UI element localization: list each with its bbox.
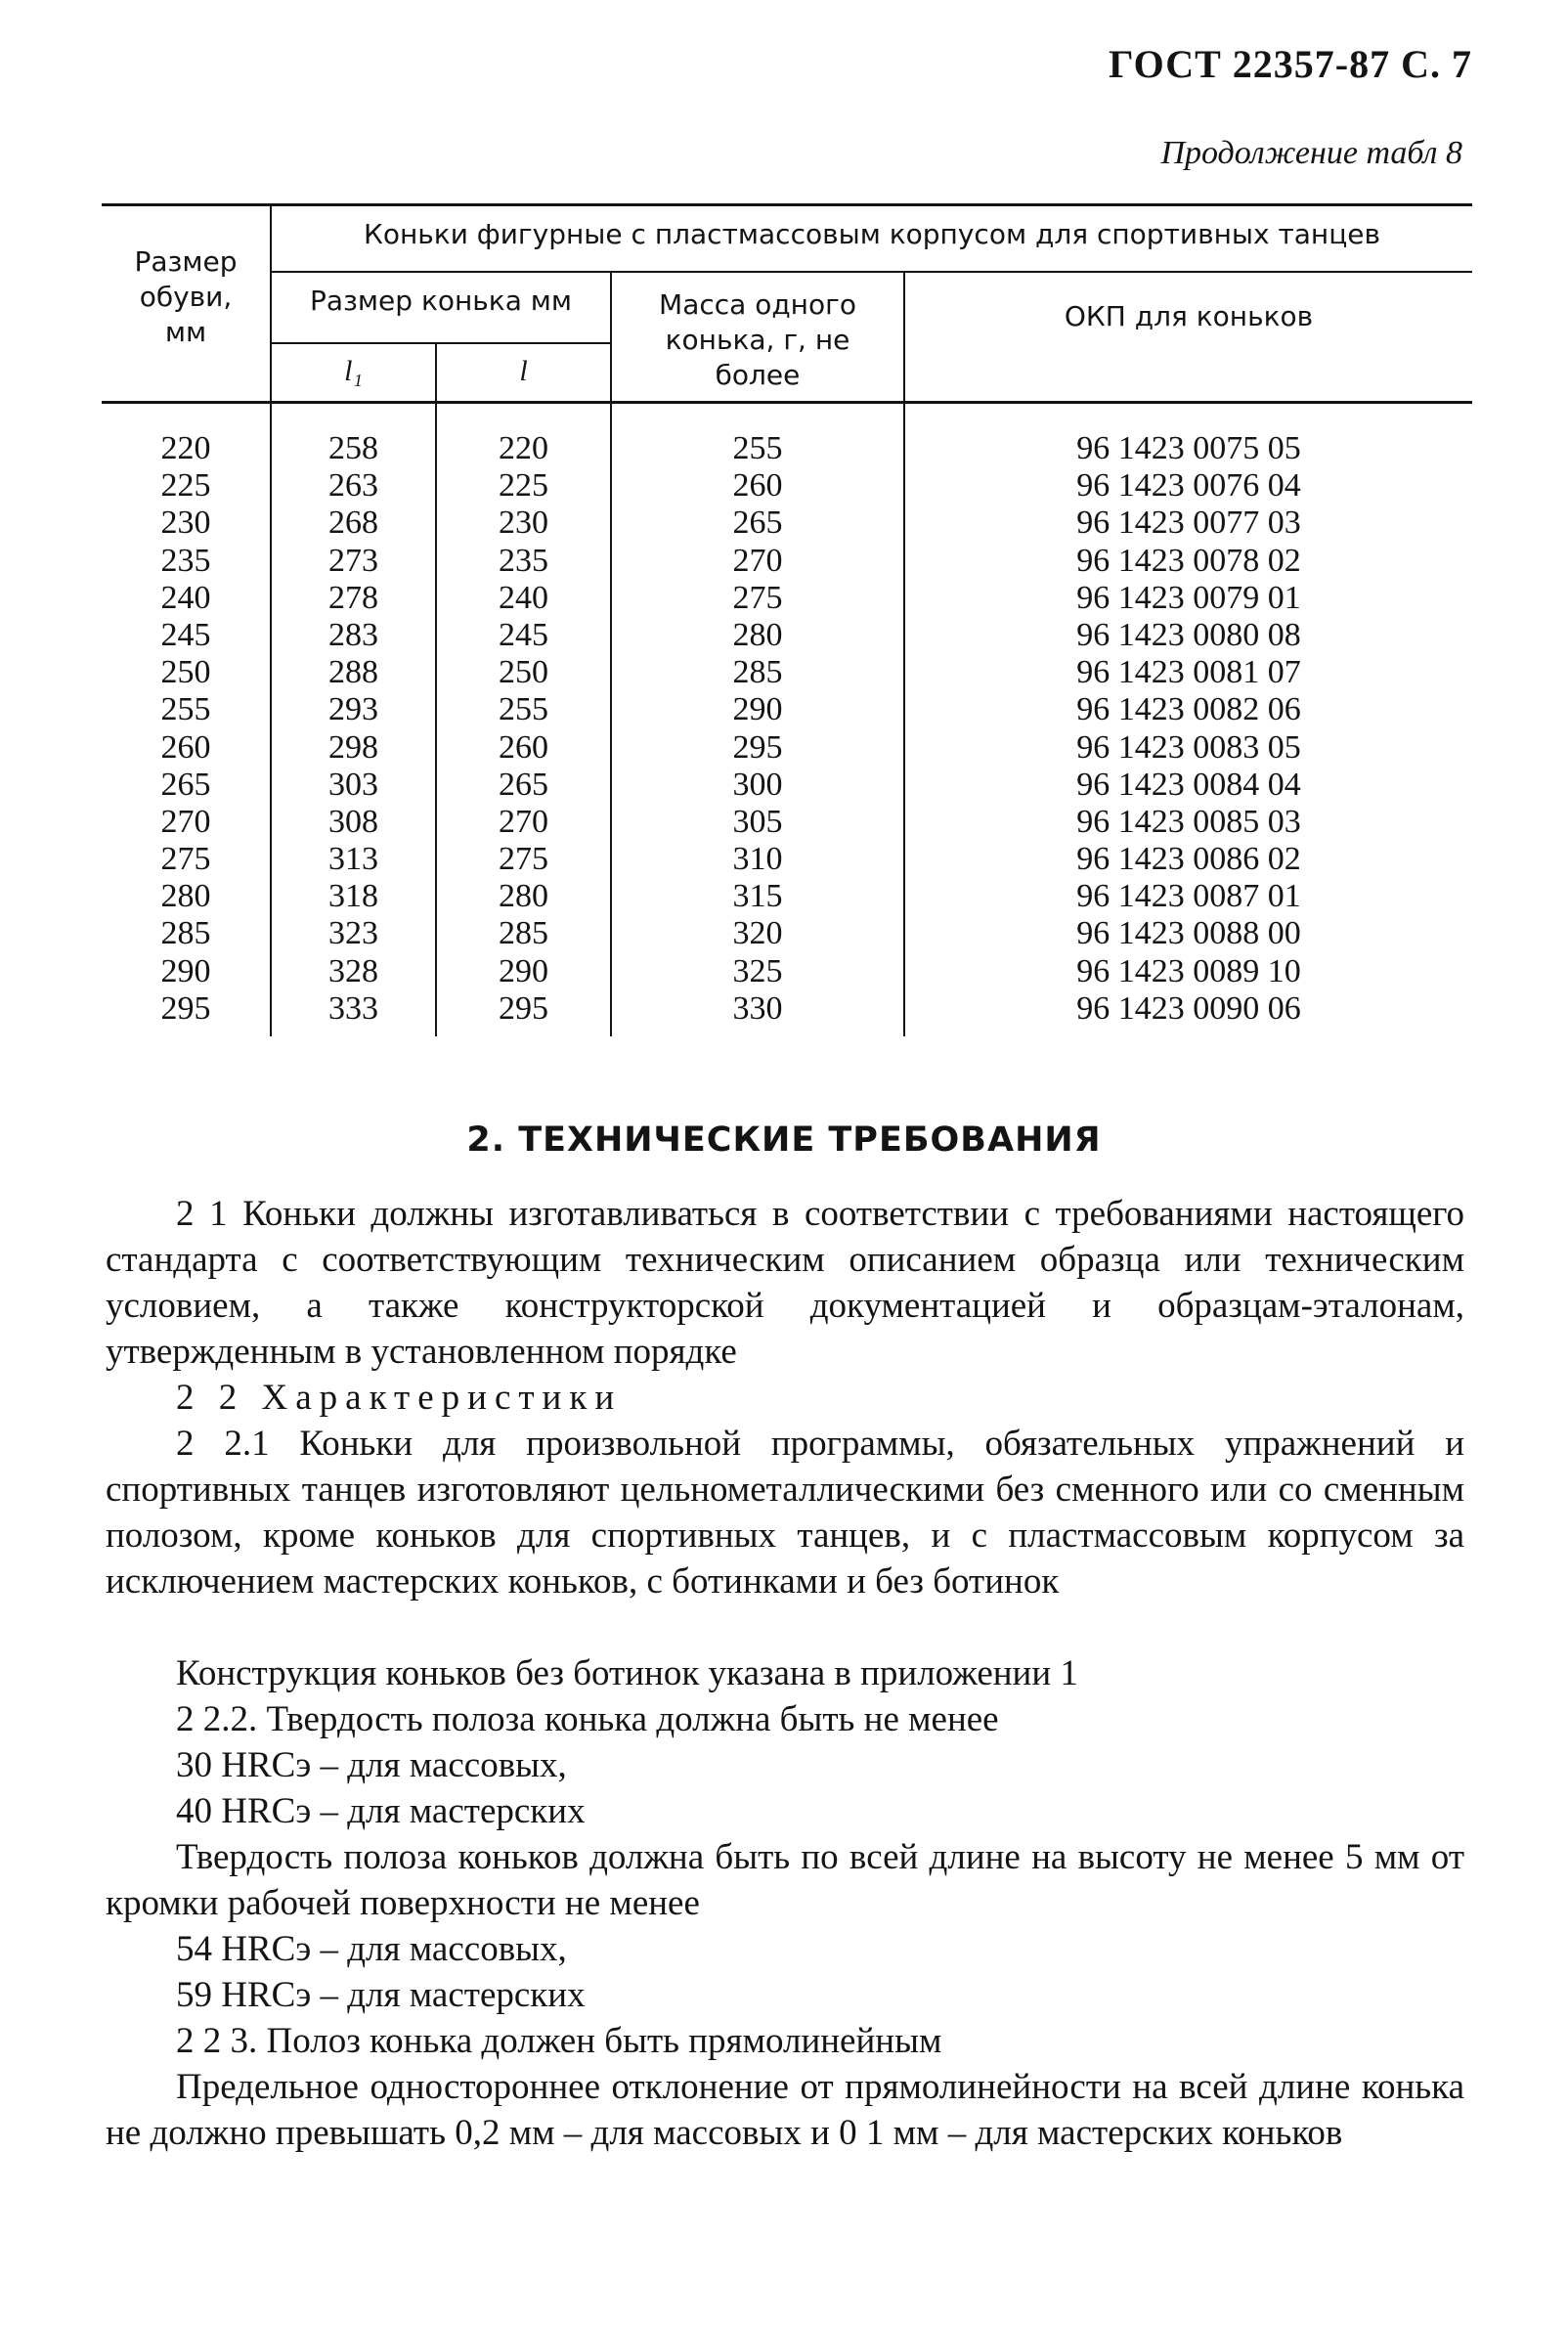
- cell-l1: 313: [328, 841, 378, 878]
- header-shoe-size: [102, 244, 270, 350]
- cell-l1: 258: [328, 430, 378, 466]
- cell-shoe-size: 240: [160, 579, 211, 616]
- cell-okp: 96 1423 0078 02: [1076, 542, 1301, 579]
- cell-mass: 305: [732, 803, 783, 840]
- header-shoe-size-line2: обуви,: [139, 281, 233, 313]
- cell-okp: 96 1423 0080 08: [1076, 616, 1301, 653]
- cell-shoe-size: 265: [160, 766, 211, 803]
- hardness2-master: 59 HRCэ – для мастерских: [176, 1975, 586, 2015]
- cell-shoe-size: 275: [160, 841, 211, 878]
- cell-mass: 320: [732, 915, 783, 952]
- cell-okp: 96 1423 0082 06: [1076, 691, 1301, 728]
- cell-okp: 96 1423 0081 07: [1076, 654, 1301, 691]
- cell-l: 225: [499, 467, 548, 505]
- cell-shoe-size: 225: [160, 467, 211, 505]
- header-mass-line1: Масса одного: [659, 288, 856, 321]
- cell-l: 235: [499, 542, 548, 579]
- cell-mass: 285: [732, 654, 783, 691]
- column-l1: [272, 430, 435, 1028]
- cell-l: 295: [499, 989, 548, 1027]
- cell-shoe-size: 220: [160, 430, 211, 466]
- group-bottom-rule: [270, 271, 1472, 273]
- header-group: Коньки фигурные с пластмассовым корпусом для спортивных танцев: [363, 218, 1381, 250]
- cell-l: 280: [499, 878, 548, 915]
- cell-l: 270: [499, 803, 548, 840]
- cell-l: 265: [499, 766, 548, 803]
- cell-mass: 260: [732, 467, 783, 505]
- cell-mass: 265: [732, 505, 783, 542]
- cell-l1: 308: [328, 803, 378, 840]
- column-mass: [612, 430, 903, 1028]
- cell-l: 275: [499, 841, 548, 878]
- cell-shoe-size: 255: [160, 691, 211, 728]
- cell-okp: 96 1423 0085 03: [1076, 803, 1301, 840]
- cell-l: 230: [499, 505, 548, 542]
- cell-shoe-size: 230: [160, 505, 211, 542]
- cell-mass: 280: [732, 616, 783, 653]
- cell-shoe-size: 295: [160, 989, 211, 1027]
- cell-l: 255: [499, 691, 548, 728]
- cell-l1: 263: [328, 467, 378, 505]
- cell-l1: 303: [328, 766, 378, 803]
- cell-mass: 275: [732, 579, 783, 616]
- cell-l1: 333: [328, 989, 378, 1027]
- cell-shoe-size: 250: [160, 654, 211, 691]
- cell-l1: 298: [328, 728, 378, 766]
- cell-okp: 96 1423 0090 06: [1076, 989, 1301, 1027]
- header-l: l: [519, 355, 528, 387]
- cell-okp: 96 1423 0079 01: [1076, 579, 1301, 616]
- construction-note: Конструкция коньков без ботинок указана в приложении 1: [176, 1653, 1078, 1693]
- table-caption: Продолжение табл 8: [1160, 135, 1462, 171]
- paragraph-2-2-1: 2 2.1 Коньки для произвольной программы, обязательных упражнений и спортивных танцев изготовляют цельнометаллическими без сменного или со сменным полозом, кроме коньков для спортивных танцев, и с пластмассовым корпусом за исключением мастерских коньков, с ботинками и без ботинок: [106, 1424, 1464, 1602]
- cell-l: 220: [499, 430, 548, 466]
- cell-mass: 325: [732, 952, 783, 989]
- cell-shoe-size: 235: [160, 542, 211, 579]
- cell-shoe-size: 270: [160, 803, 211, 840]
- header-mass-line3: более: [715, 359, 801, 391]
- page-header: ГОСТ 22357-87 С. 7: [1109, 42, 1472, 86]
- header-shoe-size-line3: мм: [164, 316, 207, 348]
- cell-okp: 96 1423 0086 02: [1076, 841, 1301, 878]
- cell-l: 285: [499, 915, 548, 952]
- cell-l: 240: [499, 579, 548, 616]
- cell-okp: 96 1423 0076 04: [1076, 467, 1301, 505]
- table-top-rule: [102, 203, 1472, 206]
- header-mass: [612, 287, 903, 393]
- cell-mass: 255: [732, 430, 783, 466]
- cell-l: 245: [499, 616, 548, 653]
- cell-okp: 96 1423 0075 05: [1076, 430, 1301, 466]
- subhead-rule: [270, 342, 610, 344]
- cell-l1: 293: [328, 691, 378, 728]
- cell-l: 290: [499, 952, 548, 989]
- hardness-paragraph: Твердость полоза коньков должна быть по всей длине на высоту не менее 5 мм от кромки рабочей поверхности не менее: [106, 1837, 1464, 1923]
- header-skate-size: Размер конька мм: [309, 285, 573, 317]
- paragraph-2-1: 2 1 Коньки должны изготавливаться в соответствии с требованиями настоящего стандарта с соответствующим техническим описанием образца или техническим условием, а также конструкторской документацией и образцам-эталонам, утвержденным в установленном порядке: [106, 1194, 1464, 1372]
- cell-l1: 318: [328, 878, 378, 915]
- paragraph-2-2: 2 2 Характеристики: [176, 1378, 623, 1418]
- cell-l1: 323: [328, 915, 378, 952]
- cell-l1: 278: [328, 579, 378, 616]
- column-okp: [905, 430, 1472, 1028]
- cell-l1: 283: [328, 616, 378, 653]
- header-mass-line2: конька, г, не: [665, 324, 850, 356]
- deviation-paragraph: Предельное одностороннее отклонение от прямолинейности на всей длине конька не должно превышать 0,2 мм – для массовых и 0 1 мм – для мастерских коньков: [106, 2067, 1464, 2153]
- cell-okp: 96 1423 0083 05: [1076, 728, 1301, 766]
- cell-okp: 96 1423 0077 03: [1076, 505, 1301, 542]
- cell-mass: 310: [732, 841, 783, 878]
- cell-l: 260: [499, 728, 548, 766]
- column-l: [437, 430, 610, 1028]
- cell-l1: 288: [328, 654, 378, 691]
- paragraph-2-2-2: 2 2.2. Твердость полоза конька должна быть не менее: [176, 1699, 999, 1739]
- cell-mass: 290: [732, 691, 783, 728]
- cell-okp: 96 1423 0087 01: [1076, 878, 1301, 915]
- cell-l1: 273: [328, 542, 378, 579]
- column-shoe-size: [102, 430, 270, 1028]
- header-bottom-rule: [102, 401, 1472, 404]
- cell-l1: 328: [328, 952, 378, 989]
- cell-okp: 96 1423 0084 04: [1076, 766, 1301, 803]
- cell-mass: 295: [732, 728, 783, 766]
- cell-shoe-size: 245: [160, 616, 211, 653]
- header-okp: ОКП для коньков: [1064, 300, 1314, 332]
- paragraph-2-2-3: 2 2 3. Полоз конька должен быть прямолинейным: [176, 2021, 942, 2061]
- cell-shoe-size: 290: [160, 952, 211, 989]
- cell-mass: 330: [732, 989, 783, 1027]
- section-title: 2. ТЕХНИЧЕСКИЕ ТРЕБОВАНИЯ: [466, 1120, 1102, 1160]
- cell-okp: 96 1423 0089 10: [1076, 952, 1301, 989]
- cell-mass: 315: [732, 878, 783, 915]
- cell-mass: 270: [732, 542, 783, 579]
- cell-l1: 268: [328, 505, 378, 542]
- cell-okp: 96 1423 0088 00: [1076, 915, 1301, 952]
- cell-mass: 300: [732, 766, 783, 803]
- hardness-mass: 30 HRCэ – для массовых,: [176, 1745, 567, 1785]
- cell-shoe-size: 260: [160, 728, 211, 766]
- cell-shoe-size: 285: [160, 915, 211, 952]
- header-l1: l₁: [344, 355, 363, 387]
- header-shoe-size-line1: Размер: [134, 245, 238, 278]
- hardness2-mass: 54 HRCэ – для массовых,: [176, 1929, 567, 1969]
- cell-shoe-size: 280: [160, 878, 211, 915]
- cell-l: 250: [499, 654, 548, 691]
- hardness-master: 40 HRCэ – для мастерских: [176, 1791, 586, 1831]
